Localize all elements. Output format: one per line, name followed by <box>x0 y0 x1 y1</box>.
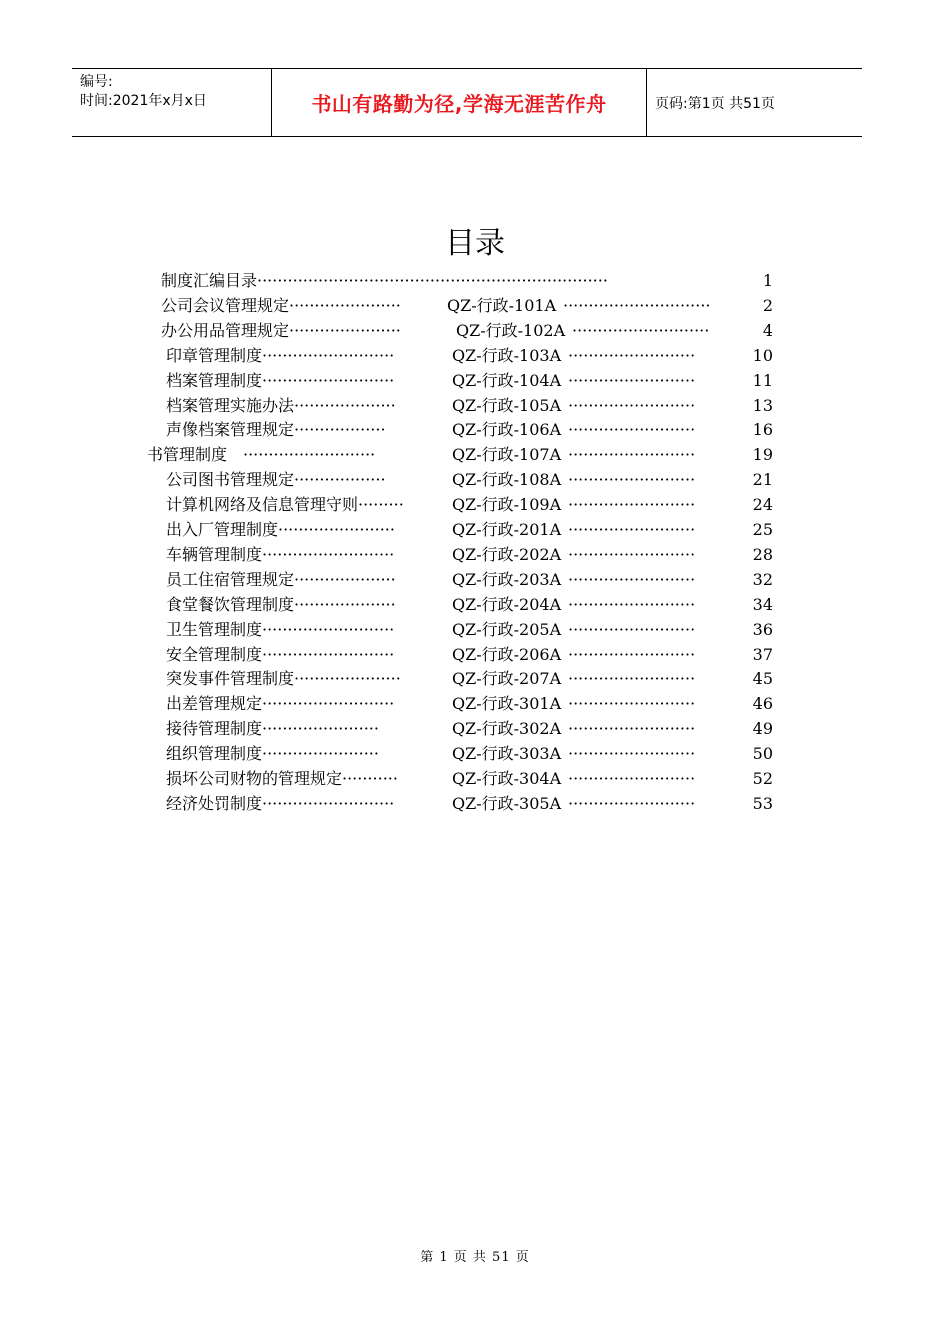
page-header <box>72 68 862 137</box>
toc-page-number: 37 <box>752 644 773 664</box>
toc-entry-title: 接待管理制度 <box>166 719 263 739</box>
toc-leader-dots: ························· <box>568 445 696 465</box>
toc-leader-dots: ····················· <box>294 669 401 689</box>
toc-entry-title: 车辆管理制度 <box>166 544 263 564</box>
toc-page-number: 45 <box>752 669 773 689</box>
toc-entry-title: 安全管理制度 <box>166 644 263 664</box>
toc-leader-dots: ······················· <box>278 520 395 539</box>
toc-leader-dots: ······················· <box>262 744 379 764</box>
toc-leader-dots: ··········· <box>342 769 398 788</box>
toc-leader-dots: ·················· <box>294 420 386 440</box>
toc-leader-dots: ························· <box>568 669 696 689</box>
toc-entry[interactable] <box>0 393 950 418</box>
toc-entry-code: QZ-行政-203A <box>452 569 562 589</box>
toc-entry-title: 书管理制度 <box>147 445 228 465</box>
toc-entry-title: 卫生管理制度 <box>166 619 263 639</box>
toc-page-number: 25 <box>752 520 773 539</box>
toc-leader-dots: ·························· <box>262 370 395 390</box>
toc-leader-dots: ························· <box>568 520 696 539</box>
toc-entry-code: QZ-行政-109A <box>452 495 562 515</box>
toc-entry-title: 档案管理制度 <box>166 370 263 390</box>
toc-entry-code: QZ-行政-301A <box>452 694 562 714</box>
time-label: 时间:2021年x月x日 <box>80 93 207 109</box>
toc-leader-dots: ·························· <box>262 345 395 365</box>
toc-leader-dots: ······················ <box>289 320 401 340</box>
toc-leader-dots: ······················· <box>262 719 379 739</box>
toc-entry[interactable] <box>0 716 950 741</box>
toc-leader-dots: ·························· <box>262 644 395 664</box>
toc-page-number: 36 <box>752 619 773 639</box>
page-title: 目录 <box>445 226 505 261</box>
toc-entry-code: QZ-行政-201A <box>452 520 562 539</box>
toc-entry[interactable] <box>0 592 950 617</box>
toc-entry[interactable] <box>0 318 950 343</box>
toc-leader-dots: ························· <box>568 644 696 664</box>
toc-entry[interactable] <box>0 293 950 318</box>
toc-entry-title: 印章管理制度 <box>166 345 263 365</box>
toc-leader-dots: ······················ <box>289 295 401 315</box>
number-label: 编号: <box>80 74 113 90</box>
toc-page-number: 50 <box>752 744 773 764</box>
toc-entry-title: 经济处罚制度 <box>166 793 263 813</box>
toc-entry[interactable] <box>0 467 950 492</box>
toc-page-number: 52 <box>752 769 773 788</box>
toc-leader-dots: ························· <box>568 569 696 589</box>
toc-leader-dots: ························· <box>568 395 696 415</box>
toc-entry-title: 组织管理制度 <box>166 744 263 764</box>
toc-leader-dots: ···················· <box>294 395 396 415</box>
toc-leader-dots: ········· <box>358 495 404 515</box>
toc-entry-code: QZ-行政-102A <box>456 320 566 340</box>
toc-leader-dots: ····································································· <box>257 271 608 290</box>
toc-entry-code: QZ-行政-206A <box>452 644 562 664</box>
toc-entry-title: 计算机网络及信息管理守则 <box>166 495 359 515</box>
toc-entry[interactable] <box>0 368 950 393</box>
toc-entry-title: 员工住宿管理规定 <box>166 569 295 589</box>
toc-entry-code: QZ-行政-204A <box>452 594 562 614</box>
toc-page-number: 13 <box>752 395 773 415</box>
toc-leader-dots: ························· <box>568 370 696 390</box>
toc-entry-code: QZ-行政-303A <box>452 744 562 764</box>
toc-entry[interactable] <box>0 442 950 467</box>
toc-leader-dots: ························· <box>568 744 696 764</box>
toc-entry-title: 突发事件管理制度 <box>166 669 295 689</box>
toc-entry[interactable] <box>0 417 950 442</box>
toc-entry-code: QZ-行政-207A <box>452 669 562 689</box>
toc-entry[interactable] <box>0 517 950 542</box>
toc-leader-dots: ························· <box>568 544 696 564</box>
toc-page-number: 16 <box>752 420 773 440</box>
toc-entry-title: 公司图书管理规定 <box>166 470 295 490</box>
toc-leader-dots: ·························· <box>243 445 376 465</box>
toc-entry-code: QZ-行政-305A <box>452 793 562 813</box>
toc-entry[interactable] <box>0 617 950 642</box>
toc-entry-code: QZ-行政-103A <box>452 345 562 365</box>
toc-page-number: 28 <box>752 544 773 564</box>
toc-leader-dots: ··························· <box>572 320 710 340</box>
toc-entry-title: 办公用品管理规定 <box>161 320 290 340</box>
toc-entry-code: QZ-行政-202A <box>452 544 562 564</box>
toc-entry-title: 出入厂管理制度 <box>166 520 279 539</box>
toc-leader-dots: ························· <box>568 420 696 440</box>
toc-leader-dots: ························· <box>568 594 696 614</box>
toc-entry[interactable] <box>0 691 950 716</box>
toc-page-number: 46 <box>752 694 773 714</box>
toc-entry[interactable] <box>0 642 950 667</box>
toc-entry-code: QZ-行政-106A <box>452 420 562 440</box>
toc-leader-dots: ························· <box>568 719 696 739</box>
toc-page-number: 10 <box>752 345 773 365</box>
toc-entry[interactable] <box>0 542 950 567</box>
toc-page-number: 4 <box>762 320 773 340</box>
toc-entry[interactable] <box>0 268 950 293</box>
toc-leader-dots: ·························· <box>262 544 395 564</box>
toc-entry-title: 损坏公司财物的管理规定 <box>166 769 343 788</box>
toc-leader-dots: ························· <box>568 619 696 639</box>
toc-page-number: 1 <box>762 271 773 290</box>
toc-leader-dots: ·························· <box>262 694 395 714</box>
toc-leader-dots: ························· <box>568 495 696 515</box>
toc-entry-code: QZ-行政-105A <box>452 395 562 415</box>
header-motto: 书山有路勤为径,学海无涯苦作舟 <box>272 69 647 136</box>
toc-leader-dots: ·················· <box>294 470 386 490</box>
toc-entry[interactable] <box>0 791 950 816</box>
toc-entry[interactable] <box>0 343 950 368</box>
toc-entry-code: QZ-行政-304A <box>452 769 562 788</box>
toc-page-number: 53 <box>752 793 773 813</box>
toc-entry-code: QZ-行政-302A <box>452 719 562 739</box>
toc-entry[interactable] <box>0 766 950 791</box>
toc-page-number: 19 <box>752 445 773 465</box>
toc-leader-dots: ···················· <box>294 594 396 614</box>
toc-leader-dots: ···················· <box>294 569 396 589</box>
toc-leader-dots: ························· <box>568 470 696 490</box>
toc-entry-code: QZ-行政-205A <box>452 619 562 639</box>
toc-page-number: 32 <box>752 569 773 589</box>
toc-entry-code: QZ-行政-104A <box>452 370 562 390</box>
toc-page-number: 11 <box>752 370 773 390</box>
toc-leader-dots: ························· <box>568 793 696 813</box>
toc-entry-title: 声像档案管理规定 <box>166 420 295 440</box>
toc-page-number: 2 <box>762 295 773 315</box>
toc-leader-dots: ························· <box>568 769 696 788</box>
toc-entry[interactable] <box>0 666 950 691</box>
header-meta <box>72 69 272 136</box>
toc-entry-code: QZ-行政-101A <box>447 295 557 315</box>
toc-entry-title: 食堂餐饮管理制度 <box>166 594 295 614</box>
toc-entry-title: 档案管理实施办法 <box>166 395 295 415</box>
toc-entry[interactable] <box>0 492 950 517</box>
toc-entry-code: QZ-行政-108A <box>452 470 562 490</box>
toc-leader-dots: ························· <box>568 694 696 714</box>
toc-page-number: 49 <box>752 719 773 739</box>
toc-leader-dots: ·························· <box>262 619 395 639</box>
toc-leader-dots: ·························· <box>262 793 395 813</box>
toc-entry-code: QZ-行政-107A <box>452 445 562 465</box>
toc-entry[interactable] <box>0 567 950 592</box>
toc-leader-dots: ····························· <box>563 295 711 315</box>
toc-entry-title: 公司会议管理规定 <box>161 295 290 315</box>
toc-page-number: 34 <box>752 594 773 614</box>
page-footer: 第 1 页 共 51 页 <box>420 1250 530 1265</box>
toc-entry[interactable] <box>0 741 950 766</box>
header-page-info: 页码:第1页 共51页 <box>655 95 775 112</box>
toc-leader-dots: ························· <box>568 345 696 365</box>
toc-entry-title: 出差管理规定 <box>166 694 263 714</box>
toc-page-number: 24 <box>752 495 773 515</box>
toc-page-number: 21 <box>752 470 773 490</box>
toc-entry-title: 制度汇编目录 <box>161 271 258 290</box>
